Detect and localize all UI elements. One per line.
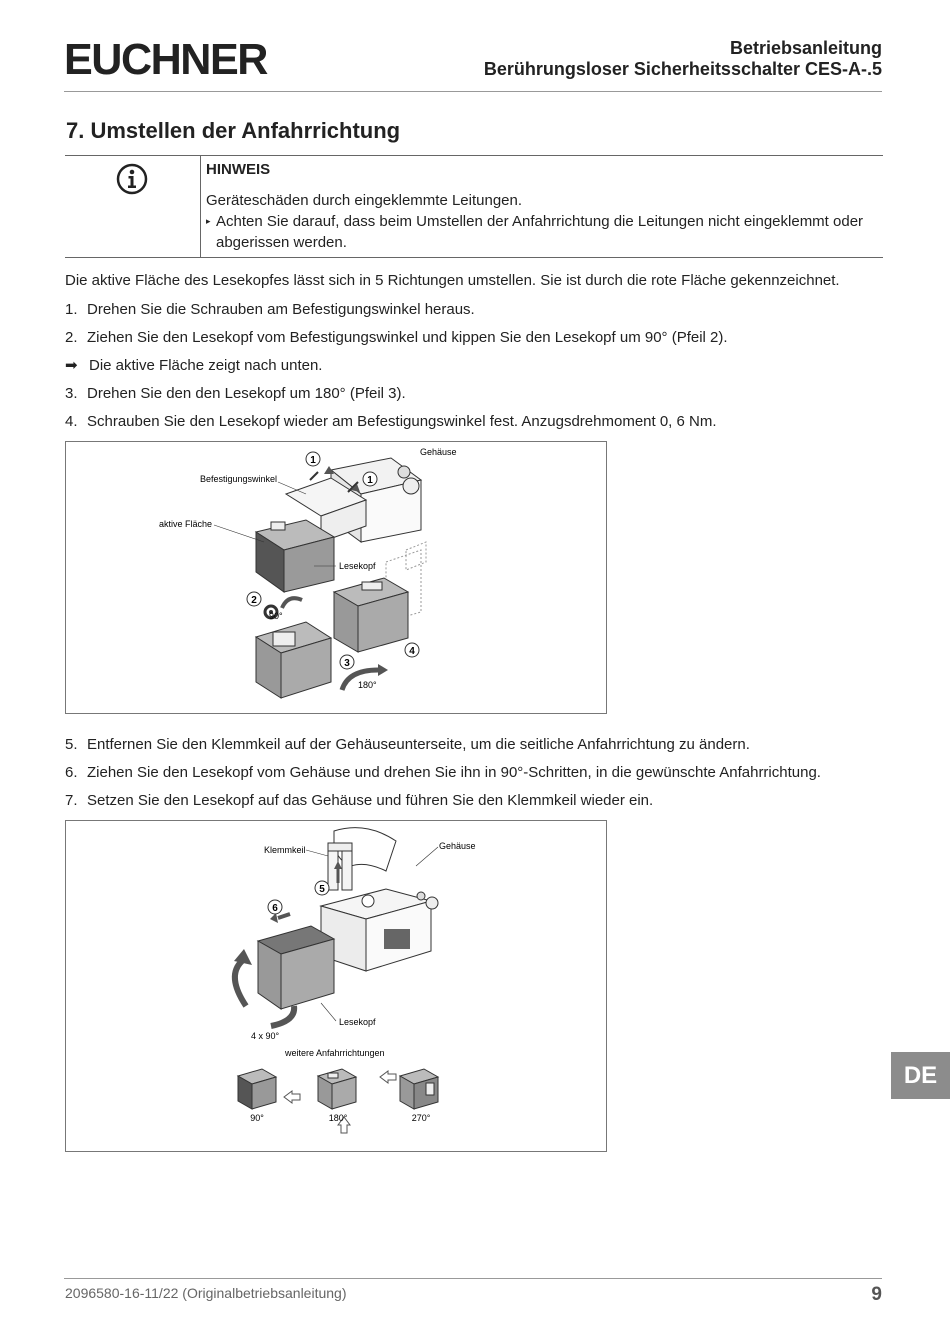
step-text: Drehen Sie den den Lesekopf um 180° (Pfeil 3). [87,385,406,402]
step-item [65,763,885,783]
label-angle-180: 180° [358,680,377,690]
notice-text: Geräteschäden durch eingeklemmte Leitungen. [206,192,523,209]
label-180: 180° [328,1113,348,1123]
step-text: Drehen Sie die Schrauben am Befestigungswinkel heraus. [87,301,475,318]
step-item [65,300,885,320]
step-number: 5. [65,736,78,753]
step-item [65,791,885,811]
notice-icon-cell [65,156,201,257]
figure1-illustration [66,442,606,713]
step-item [65,735,885,755]
label-gehaeuse: Gehäuse [439,841,476,851]
label-befestigungswinkel: Befestigungswinkel [200,474,278,484]
step-item [65,328,885,348]
marker-1a [306,452,320,466]
notice-title: HINWEIS [206,161,271,178]
marker-4 [405,643,419,657]
marker-3 [340,655,354,669]
marker-2 [247,592,261,606]
svg-text:1: 1 [310,455,316,466]
cube-180 [318,1069,356,1109]
step-text: Ziehen Sie den Lesekopf vom Befestigungswinkel und kippen Sie den Lesekopf um 90° (Pfeil 2). [87,329,728,346]
step-number: 3. [65,385,78,402]
step-text: Ziehen Sie den Lesekopf vom Gehäuse und drehen Sie ihn in 90°-Schritten, in die gewünschte Anfahrrichtung. [87,764,821,781]
step-number: 4. [65,413,78,430]
svg-text:6: 6 [272,903,278,914]
svg-text:5: 5 [319,884,325,895]
figure-reading-head-tilt [65,441,607,714]
figure2-illustration [66,821,606,1151]
step-item [65,412,885,432]
label-90: 90° [250,1113,264,1123]
label-klemmkeil: Klemmkeil [264,845,306,855]
result-item [65,356,885,376]
figure-side-direction [65,820,607,1152]
label-angle-90: 90° [269,611,283,621]
marker-5 [315,881,329,895]
cube-90 [238,1069,276,1109]
notice-bullet-text: Achten Sie darauf, dass beim Umstellen der Anfahrrichtung die Leitungen nicht eingeklemmt oder abgerissen werden. [216,213,864,251]
step-text: Schrauben Sie den Lesekopf wieder am Befestigungswinkel fest. Anzugsdrehmoment 0, 6 Nm. [87,413,717,430]
housing-drawing [321,889,438,971]
reading-head-tilted [256,606,331,698]
step-text: Entfernen Sie den Klemmkeil auf der Gehäuseunterseite, um die seitliche Anfahrrichtung zu ändern. [87,736,750,753]
page-number: 9 [871,1284,882,1305]
svg-text:1: 1 [367,475,373,486]
header-divider [64,91,882,92]
footer-divider [64,1278,882,1279]
label-lesekopf: Lesekopf [339,1017,376,1027]
header-title-line2: Berührungsloser Sicherheitsschalter CES-A-.5 [483,59,882,79]
label-weitere: weitere Anfahrrichtungen [285,1048,385,1058]
label-rotation: 4 x 90° [251,1031,280,1041]
label-270: 270° [411,1113,431,1123]
header-title-line1: Betriebsanleitung [729,38,882,58]
language-tab: DE [891,1052,950,1099]
step-number: 7. [65,792,78,809]
reading-head-rotated [334,578,408,652]
arrow-90-icon [284,1091,300,1103]
svg-text:3: 3 [344,658,350,669]
reading-head-active [258,926,334,1009]
bullet-triangle-icon: ▸ [206,216,211,226]
step-text: Setzen Sie den Lesekopf auf das Gehäuse und führen Sie den Klemmkeil wieder ein. [87,792,654,809]
step-number: 2. [65,329,78,346]
notice-bullet [206,211,875,253]
arrow-270-icon [380,1071,396,1083]
company-logo: EUCHNER [64,35,267,84]
step-item [65,384,885,404]
notice-content [206,159,875,253]
label-lesekopf: Lesekopf [339,561,376,571]
svg-text:4: 4 [409,646,415,657]
document-number: 2096580-16-11/22 (Originalbetriebsanleitung) [65,1285,347,1301]
label-gehaeuse: Gehäuse [420,447,457,457]
label-aktive-flaeche: aktive Fläche [159,519,213,529]
svg-text:2: 2 [251,595,257,606]
result-text: Die aktive Fläche zeigt nach unten. [89,357,323,374]
section-title: 7. Umstellen der Anfahrrichtung [66,118,401,143]
result-arrow-icon: ➡ [65,357,78,374]
intro-paragraph: Die aktive Fläche des Lesekopfes lässt sich in 5 Richtungen umstellen. Sie ist durch die rote Fläche gekennzeichnet. [65,272,840,289]
reading-head-active [256,520,334,592]
cube-270 [400,1069,438,1109]
notice-box [65,155,883,258]
info-icon [116,163,148,195]
step-number: 1. [65,301,78,318]
step-number: 6. [65,764,78,781]
marker-1b [363,472,377,486]
document-header [484,38,882,80]
marker-6 [268,900,282,914]
